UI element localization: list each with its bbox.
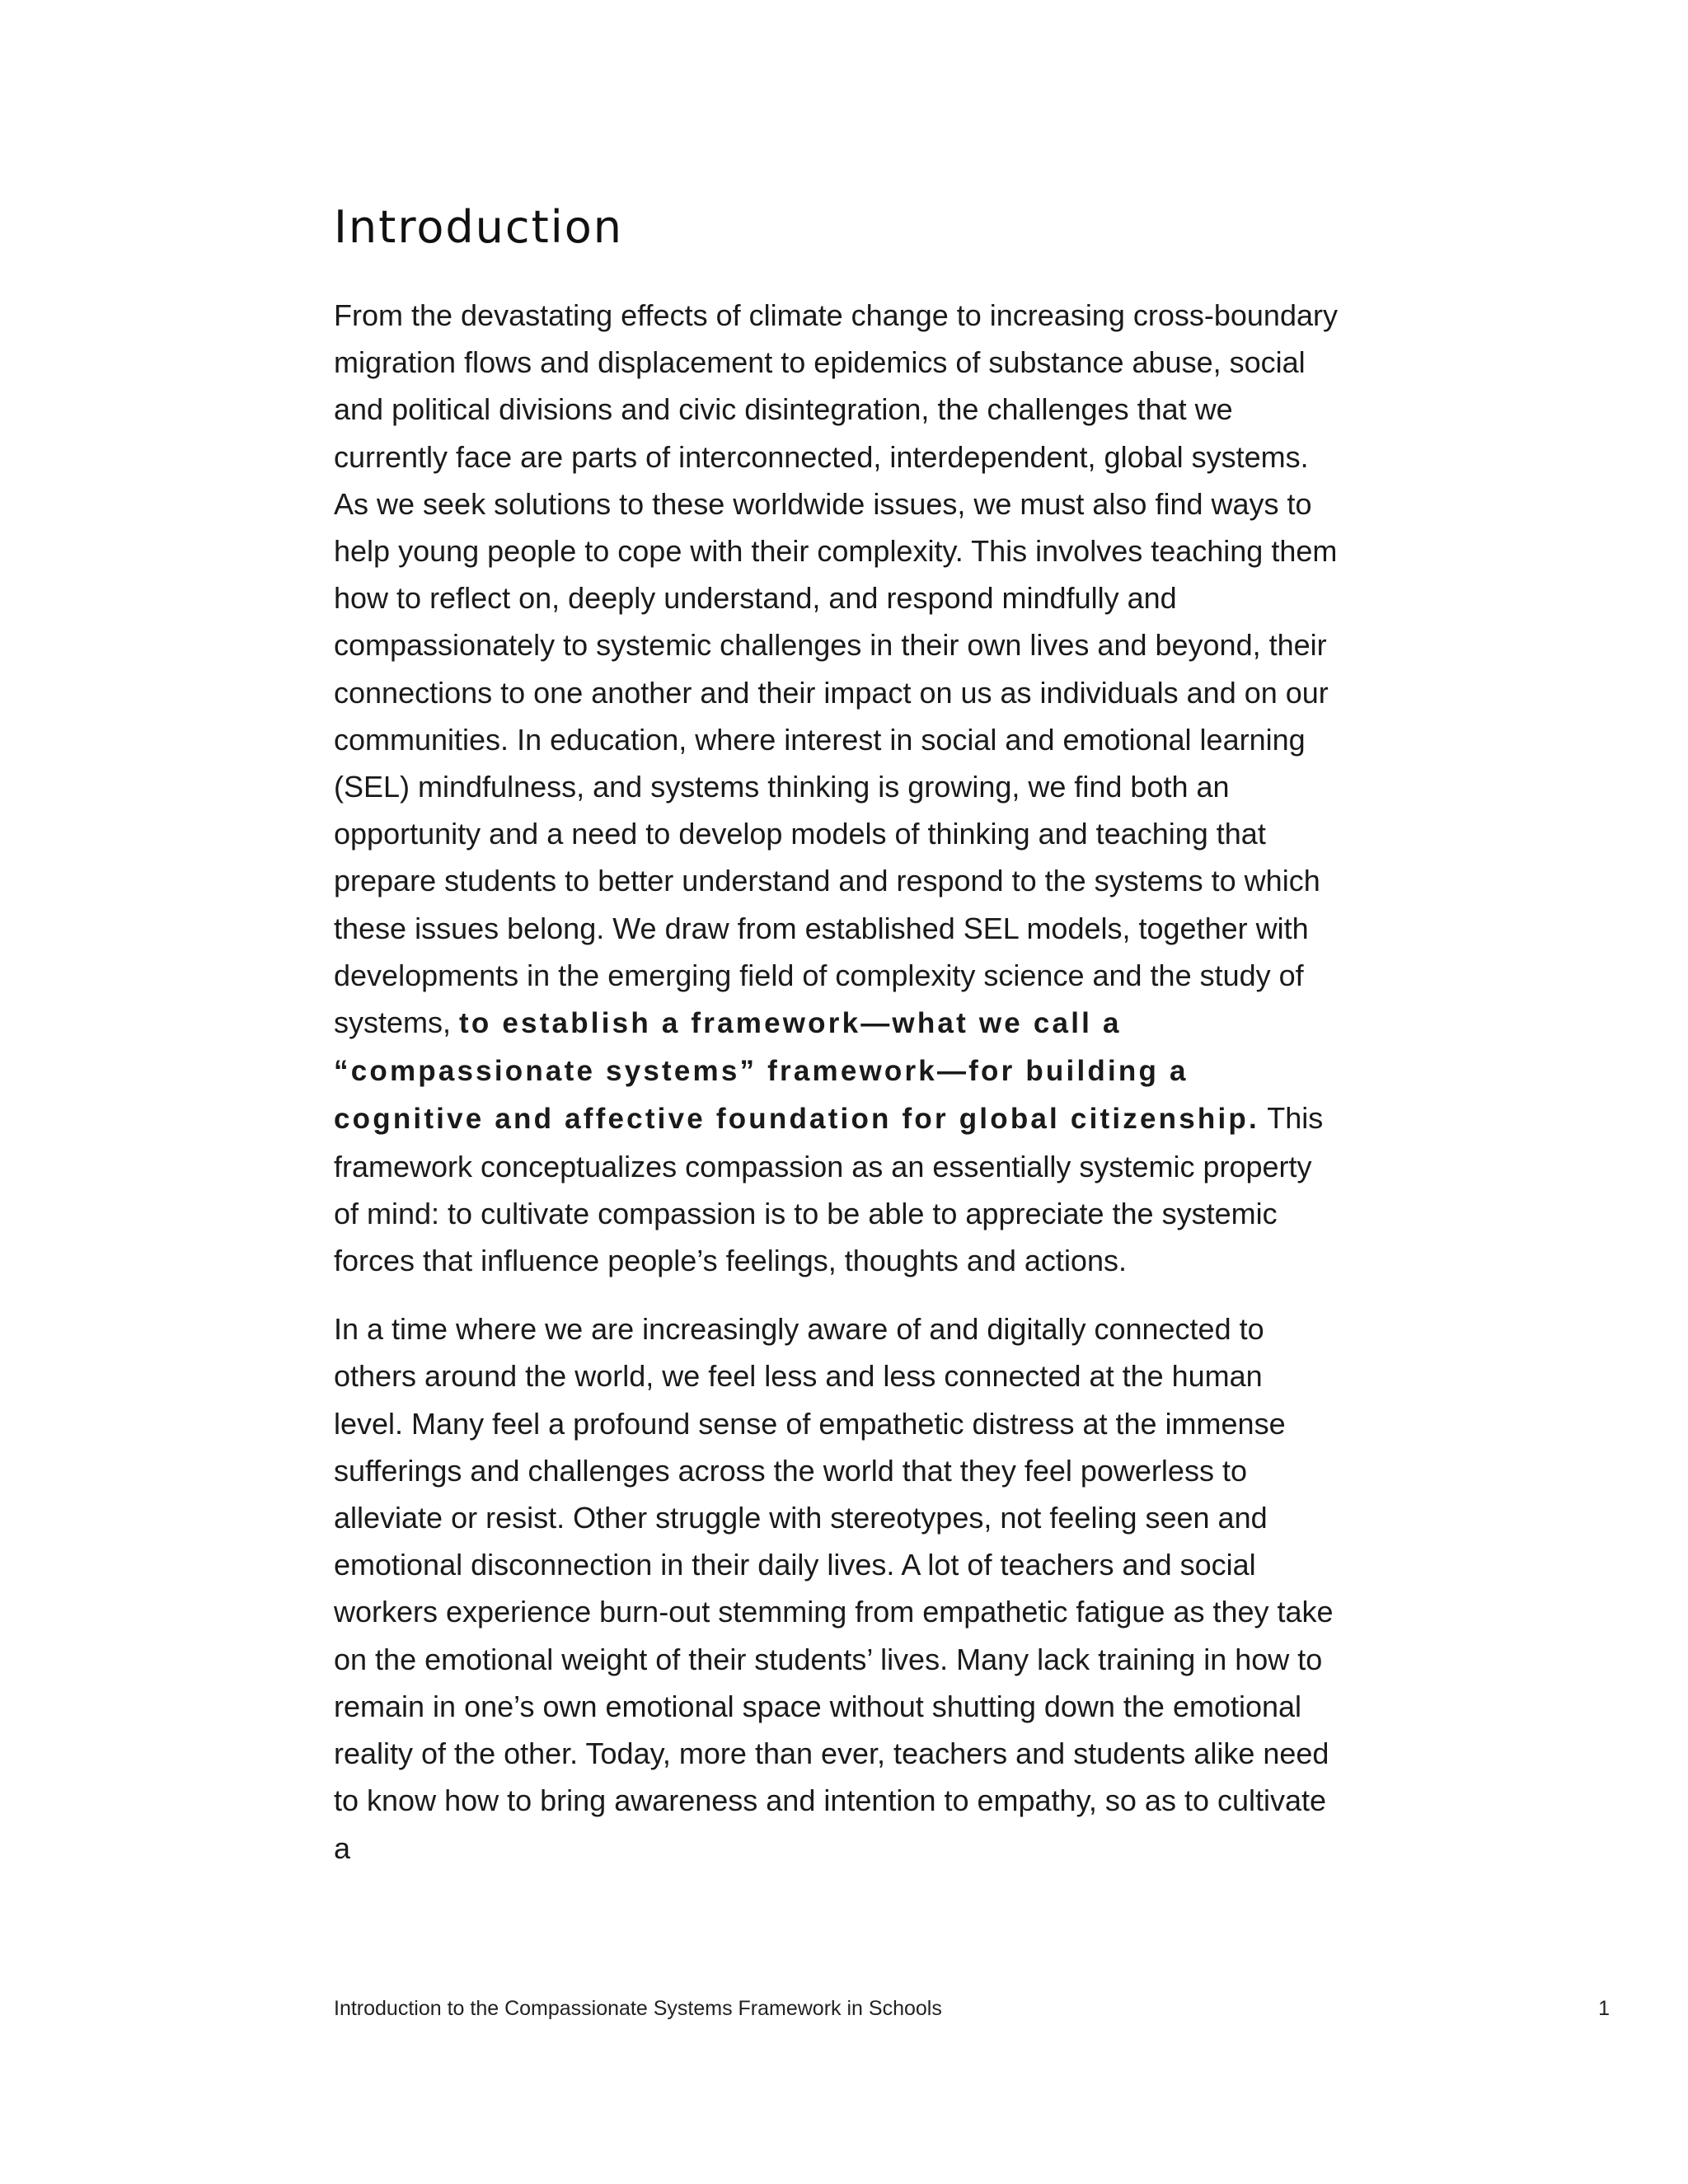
footer-page-number: 1 — [1598, 1997, 1610, 2020]
paragraph-1-text: From the devastating effects of climate change to increasing cross-boundary migration flows and displacement to epidemics of substance abuse, social and political divisions and civic disintegration, the challenges that we currently face are parts of interconnected, interdependent, global systems. As we seek solutions to these worldwide issues, we must also find ways to help young people to cope with their complexity. This involves teaching them how to reflect on, deeply understand, and respond mindfully and compassionately to systemic challenges in their own lives and beyond, their connections to one another and their impact on us as individuals and on our communities. In education, where interest in social and emotional learning (SEL) mindfulness, and systems thinking is growing, we find both an opportunity and a need to develop models of thinking and teaching that prepare students to better understand and respond to the systems to which these issues belong. We draw from established SEL models, together with developments in the emerging field of complexity science and the study of systems, — [334, 298, 1338, 1040]
intro-paragraph-1 — [334, 292, 1339, 1284]
footer-running-title: Introduction to the Compassionate Systems Framework in Schools — [334, 1997, 942, 2020]
paragraph-1-text-end: This framework conceptualizes compassion as an essentially systemic property of mind: to cultivate compassion is to be able to appreciate the systemic forces that influence people’s feelings, thoughts and actions. — [334, 1101, 1324, 1278]
page-title: Introduction — [334, 201, 624, 253]
intro-paragraph-2: In a time where we are increasingly aware of and digitally connected to others around the world, we feel less and less connected at the human level. Many feel a profound sense of empathetic distress at the immense sufferings and challenges across the world that they feel powerless to alleviate or resist. Other struggle with stereotypes, not feeling seen and emotional disconnection in their daily lives. A lot of teachers and social workers experience burn-out stemming from empathetic fatigue as they take on the emotional weight of their students’ lives. Many lack training in how to remain in one’s own emotional space without shutting down the emotional reality of the other. Today, more than ever, teachers and students alike need to know how to bring awareness and intention to empathy, so as to cultivate a — [334, 1312, 1334, 1865]
paragraph-1-emphasis: to establish a framework—what we call a “compassionate systems” framework—for building a cognitive and affective foundation for global citizenship. — [334, 1007, 1259, 1136]
page-content — [334, 198, 1339, 1893]
